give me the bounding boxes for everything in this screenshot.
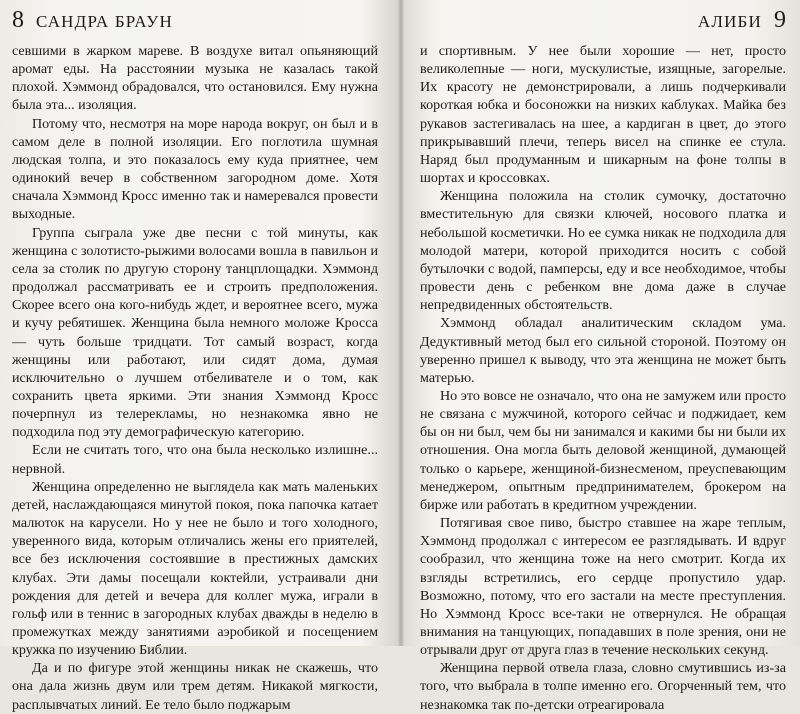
body-paragraph: Да и по фигуре этой женщины никак не скажешь, что она дала жизнь двум или трем детям. Никакой мягкости, расплывчатых линий. Ее тело было поджарым	[12, 660, 378, 713]
page-number: 8	[12, 7, 24, 33]
body-paragraph: Потягивая свое пиво, быстро ставшее на жаре теплым, Хэммонд продолжал с интересом ее разглядывать. И вдруг сообразил, что женщина тоже на него смотрит. Когда их взгляды встретились, его сердце пропустило удар. Возможно, потому, что его застали на месте преступления. Но Хэммонд Кросс все-таки не отвернулся. Не обращая внимания на танцующих, попадавших в поле зрения, они не отрывали друг от друга глаз в течение нескольких секунд.	[420, 515, 786, 659]
running-head-title: АЛИБИ	[697, 12, 762, 31]
running-head-author: САНДРА БРАУН	[36, 12, 173, 31]
body-paragraph: Но это вовсе не означало, что она не замужем или просто не связана с мужчиной, которого сейчас и поджидает, кем бы он ни был, чем бы ни занимался и какими бы ни были их отношения. Она могла быть деловой женщиной, думающей только о карьере, женщиной-бизнесменом, преуспевающим менеджером, опытным предпринимателем, брокером на бирже или работать в кредитном учреждении.	[420, 387, 786, 513]
body-paragraph: и спортивным. У нее были хорошие — нет, просто великолепные — ноги, мускулистые, изящные, загорелые. Их красоту не демонстрировали, а лишь подчеркивали короткая юбка и босоножки на низких каблуках. Майка без рукавов застегивалась на шее, а кардиган в цвет, до этого прикрывавший плечи, теперь висел на спинке ее стула. Наряд был продуманным и шикарным на фоне толпы в шортах и кроссовках.	[420, 43, 786, 187]
body-paragraph: Если не считать того, что она была несколько излишне... нервной.	[12, 442, 378, 477]
right-page	[402, 0, 800, 713]
left-page	[0, 0, 400, 713]
right-page-body	[420, 42, 786, 714]
body-paragraph: Женщина первой отвела глаза, словно смутившись из-за того, что выбрала в толпе именно его. Огорченный тем, что незнакомка так по-детски отреагировала	[420, 660, 786, 713]
body-paragraph: Женщина определенно не выглядела как мать маленьких детей, наслаждающаяся минутой покоя, пока папочка катает малюток на карусели. Но у нее не было и того холодного, уверенного вида, которым отличались жены его приятелей, все без исключения состоявшие в престижных дамских клубах. Эти дамы посещали коктейли, устраивали дни рождения для детей и вечера для коллег мужа, играли в гольф или в теннис в загородных клубах дважды в неделю в промежутках между занятиями аэробикой и посещением кружка по изучению Библии.	[12, 478, 378, 659]
body-paragraph: Группа сыграла уже две песни с той минуты, как женщина с золотисто-рыжими волосами вошла в павильон и села за столик по другую сторону танцплощадки. Хэммонд продолжал рассматривать ее и строить предположения. Скорее всего она кого-нибудь ждет, и вероятнее всего, мужа и кучу ребятишек. Женщина была немного моложе Кросса — чуть больше тридцати. Тот самый возраст, когда женщины или работают, или сидят дома, думая исключительно о лучшем отбеливателе и о том, как сохранить цвета яркими. Эти знания Хэммонд Кросс почерпнул из телерекламы, но незнакомка явно не подходила под эту демографическую категорию.	[12, 224, 378, 441]
left-page-header	[12, 6, 378, 38]
page-number: 9	[774, 7, 786, 33]
right-page-header	[420, 6, 786, 38]
body-paragraph: Женщина положила на столик сумочку, достаточно вместительную для связки ключей, носового платка и небольшой косметички. Но ее сумка никак не подходила для молодой матери, которой приходится носить с собой бутылочки с водой, памперсы, еду и все необходимое, чтобы провести день с ребенком вне дома даже в случае непредвиденных обстоятельств.	[420, 188, 786, 314]
body-paragraph: севшими в жарком мареве. В воздухе витал опьяняющий аромат еды. На расстоянии музыка не казалась такой плохой. Хэммонд обрадовался, что остановился. Ему нужна была эта... изоляция.	[12, 43, 378, 114]
left-page-body	[12, 42, 378, 714]
body-paragraph: Хэммонд обладал аналитическим складом ума. Дедуктивный метод был его сильной стороной. Поэтому он уверенно пришел к выводу, что эта женщина не может быть матерью.	[420, 315, 786, 386]
body-paragraph: Потому что, несмотря на море народа вокруг, он был и в самом деле в полной изоляции. Его поглотила шумная людская толпа, и это показалось ему куда приятнее, чем одинокий вечер в собственном загородном доме. Хотя сначала Хэммонд Кросс именно так и намеревался провести выходные.	[12, 115, 378, 223]
